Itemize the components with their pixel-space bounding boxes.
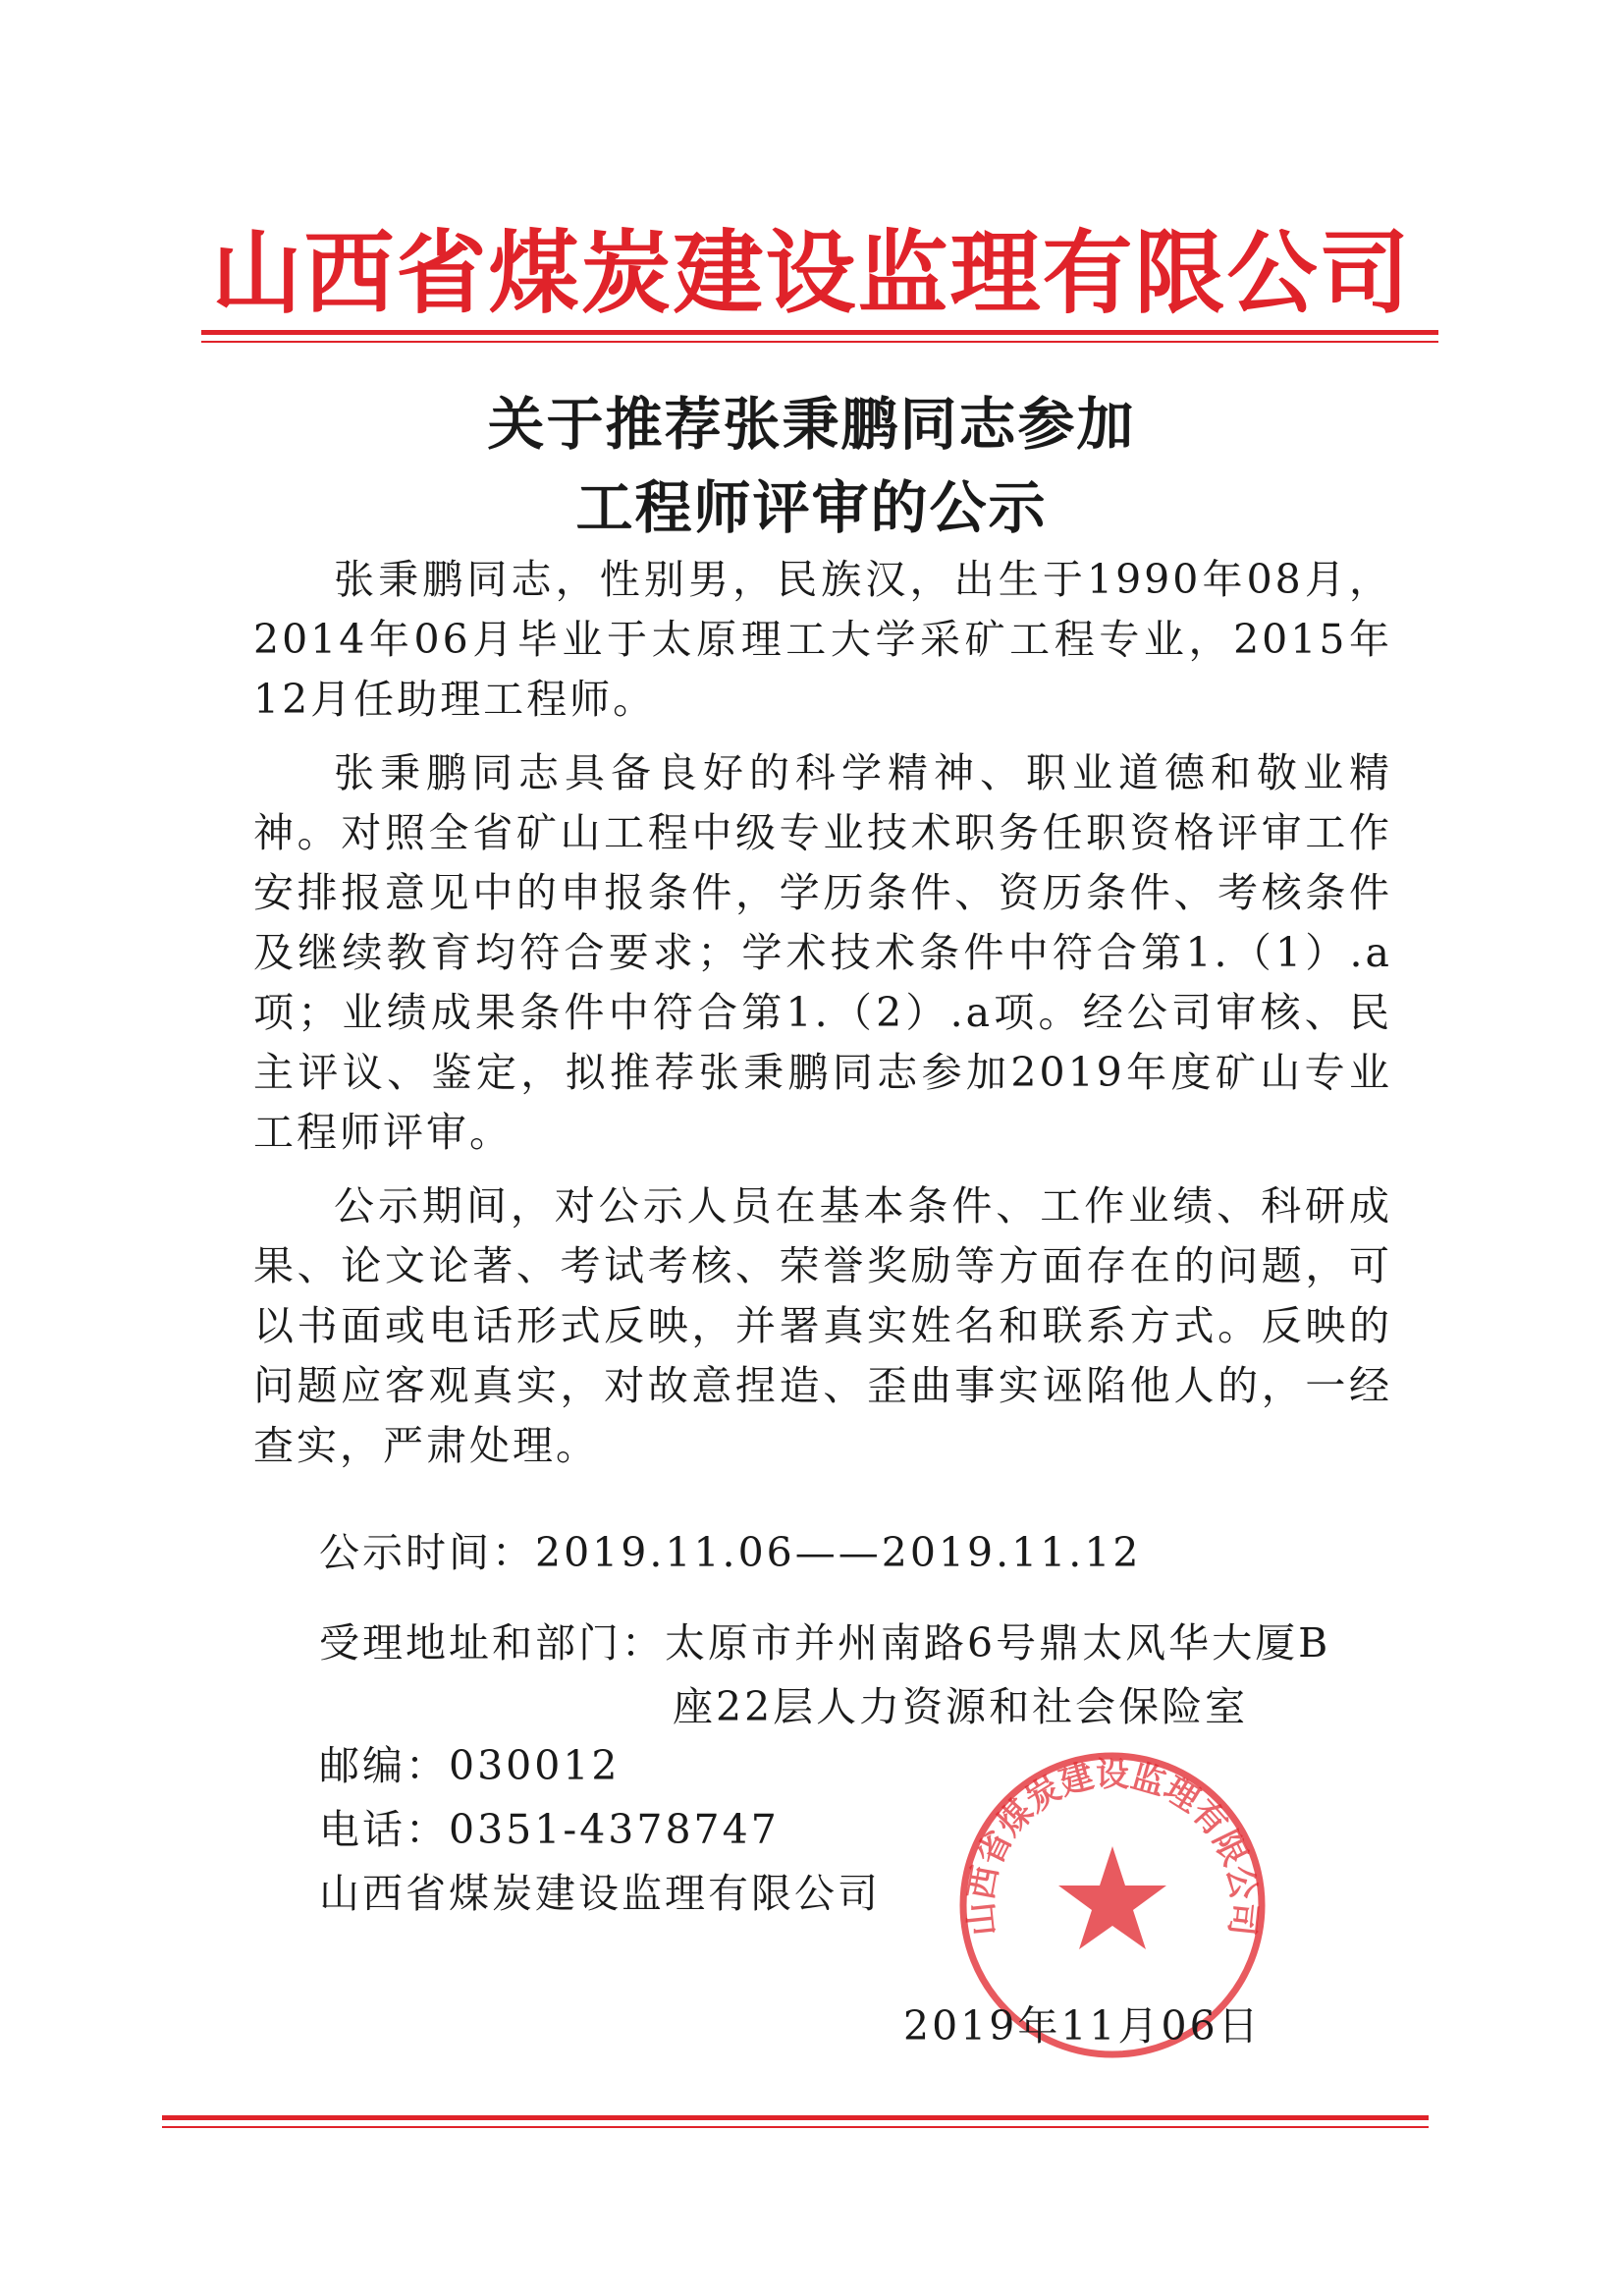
masthead-rule-thin [201,341,1438,343]
telephone: 电话：0351-4378747 [319,1806,780,1853]
paragraph: 张秉鹏同志具备良好的科学精神、职业道德和敬业精神。对照全省矿山工程中级专业技术职务任职资格评审工作安排报意见中的申报条件，学历条件、资历条件、考核条件及继续教育均符合要求；学术技术条件中符合第1.（1）.a项；业绩成果条件中符合第1.（2）.a项。经公司审核、民主评议、鉴定，拟推荐张秉鹏同志参加2019年度矿山专业工程师评审。 [253,749,1392,1156]
seal-text: 山西省煤炭建设监理有限公司 [961,1755,1264,1939]
notice-date: 2019年11月06日 [903,2002,1262,2050]
footer-rule-thin [162,2126,1429,2128]
notice-body [253,550,1392,1490]
footer-rule-thick [162,2115,1429,2120]
postal-code: 邮编：030012 [319,1742,621,1789]
address-line2: 座22层人力资源和社会保险室 [673,1683,1249,1730]
signing-company: 山西省煤炭建设监理有限公司 [319,1870,881,1917]
address-line1: 受理地址和部门：太原市并州南路6号鼎太风华大厦B [319,1619,1331,1667]
seal-star-icon [1058,1846,1166,1949]
paragraph: 公示期间，对公示人员在基本条件、工作业绩、科研成果、论文论著、考试考核、荣誉奖励等方面存在的问题，可以书面或电话形式反映，并署真实姓名和联系方式。反映的问题应客观真实，对故意捏造、歪曲事实诬陷他人的，一经查实，严肃处理。 [253,1182,1392,1469]
masthead-rule-thick [201,330,1438,335]
notice-title-line1: 关于推荐张秉鹏同志参加 [487,391,1136,458]
company-masthead: 山西省煤炭建设监理有限公司 [211,220,1412,326]
paragraph: 张秉鹏同志，性别男，民族汉，出生于1990年08月，2014年06月毕业于太原理工大学采矿工程专业，2015年12月任助理工程师。 [253,556,1392,723]
publicity-period: 公示时间：2019.11.06——2019.11.12 [319,1529,1142,1576]
notice-title-line2: 工程师评审的公示 [575,474,1048,541]
